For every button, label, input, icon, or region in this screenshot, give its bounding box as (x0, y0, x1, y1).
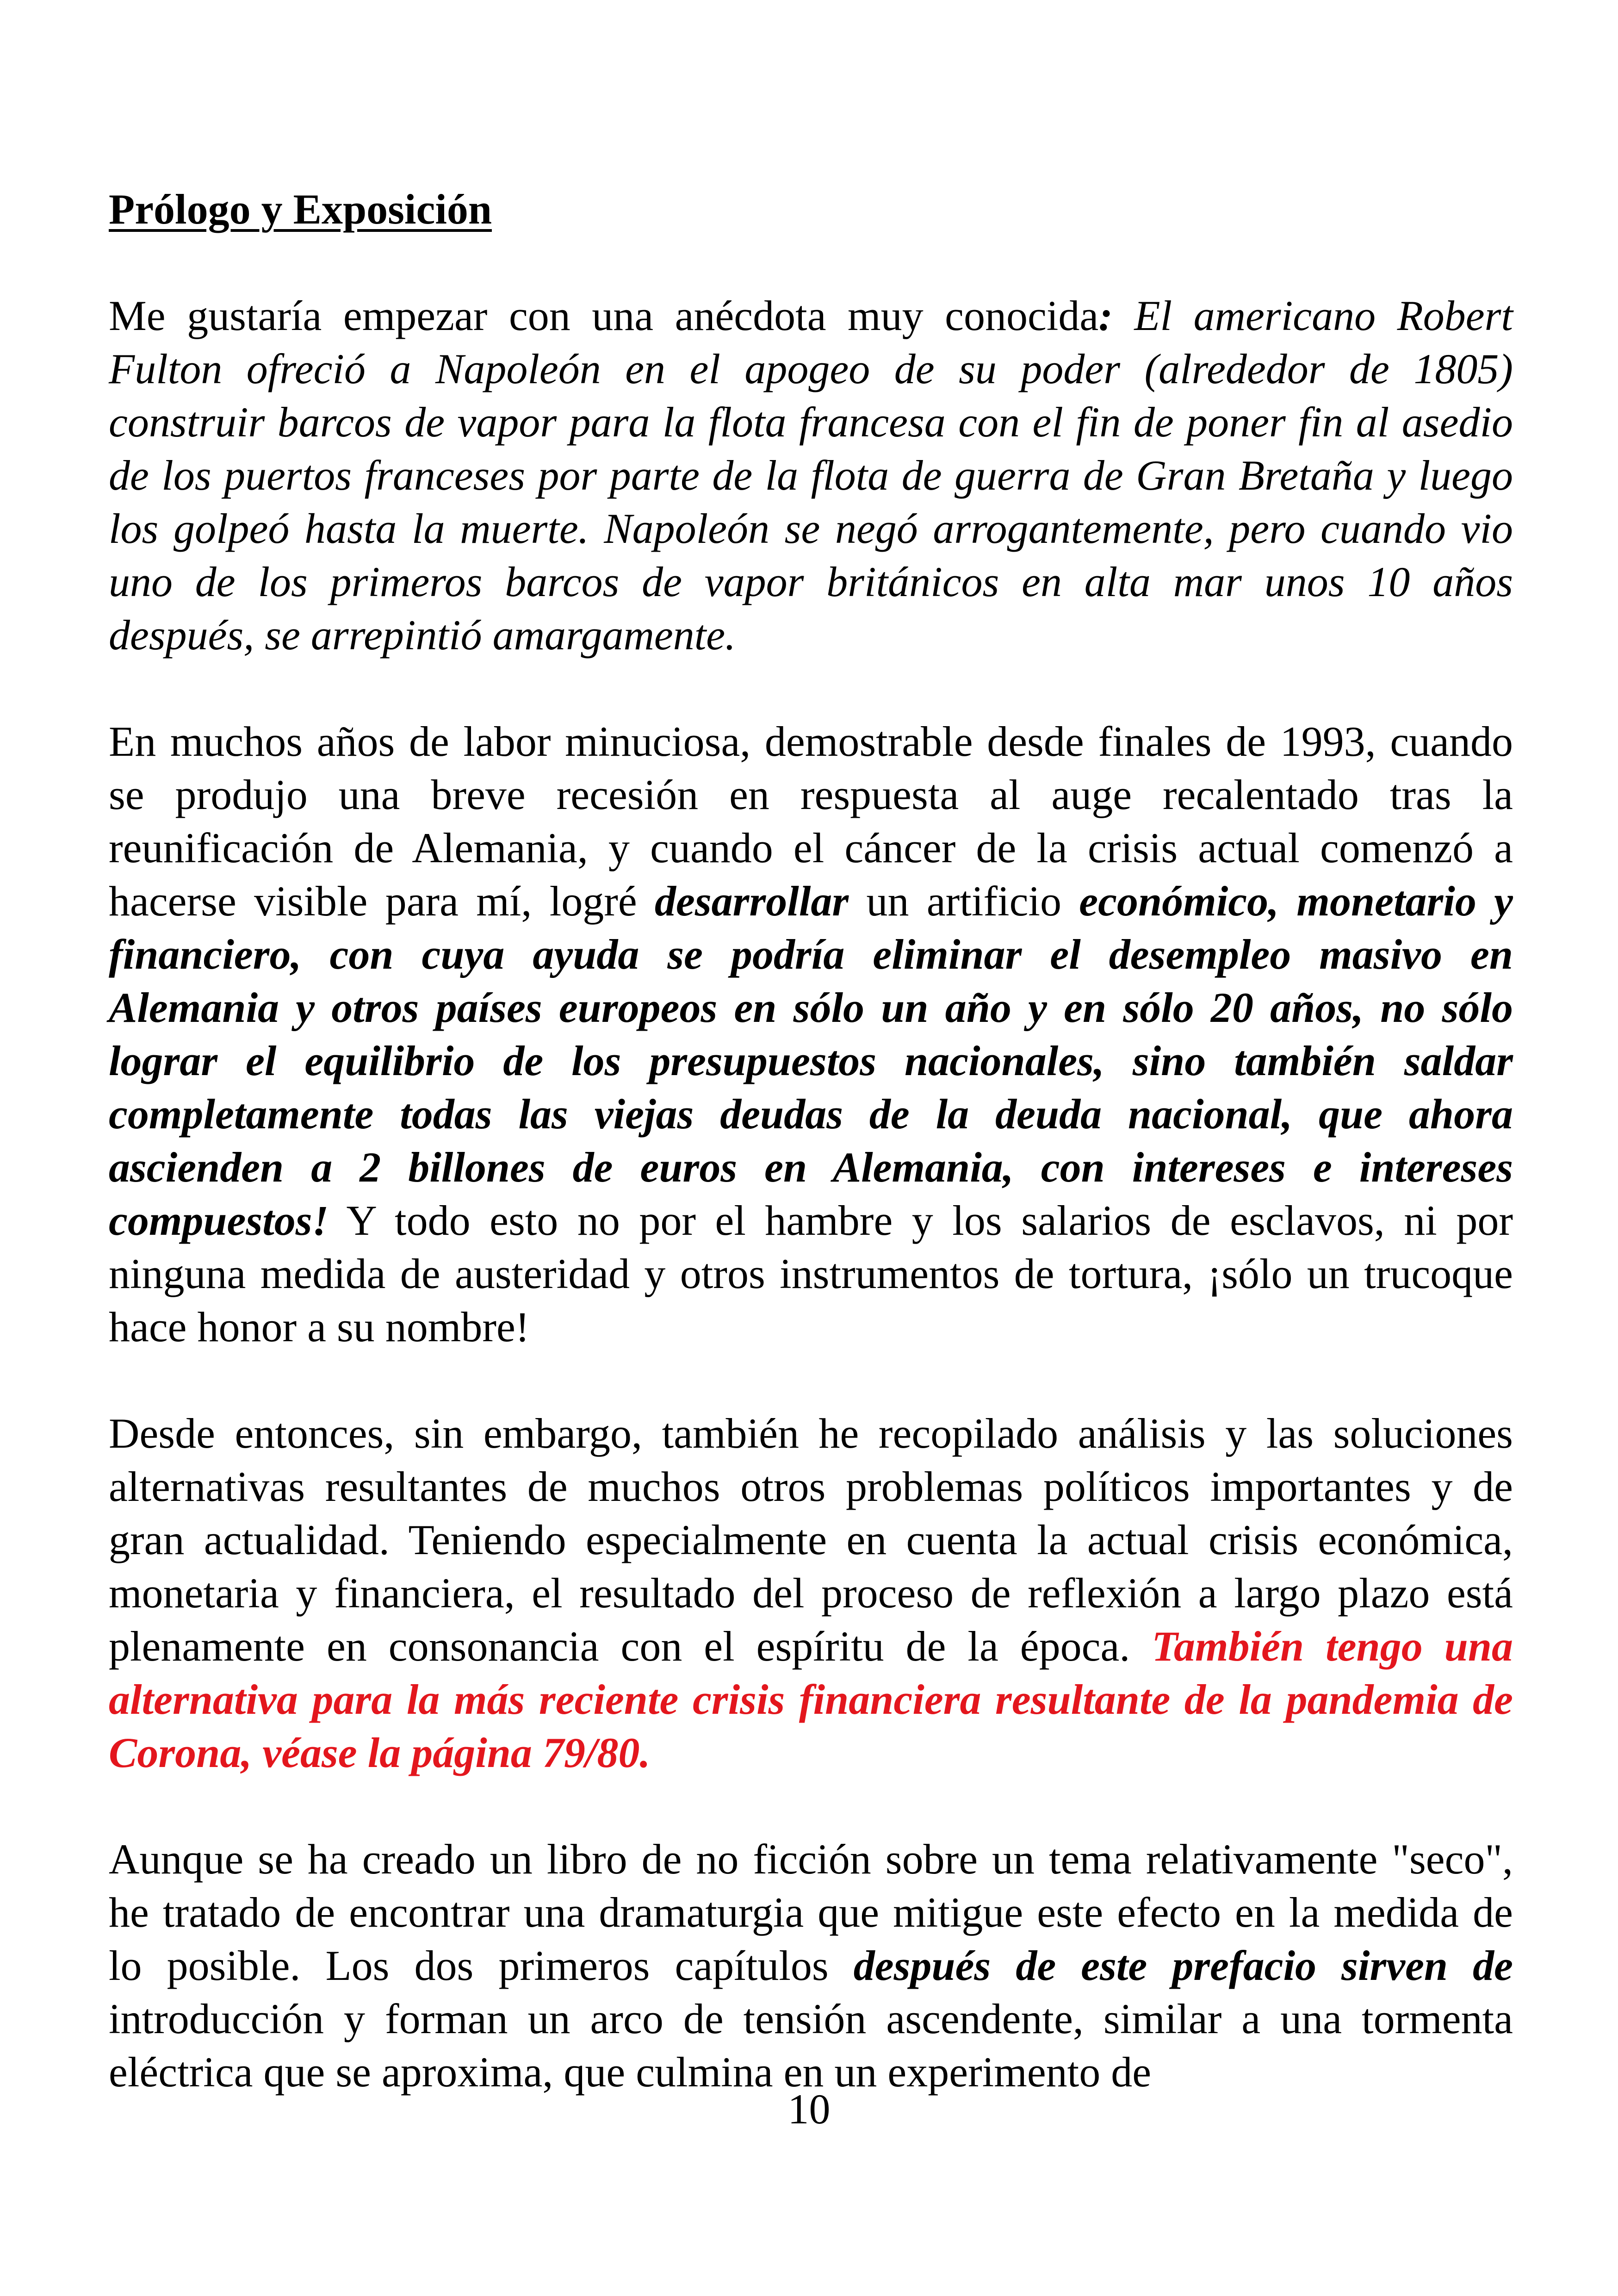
paragraph-alternatives (109, 1407, 1513, 1780)
anecdote-italic: El americano Robert Fulton ofreció a Napoleón en el apogeo de su poder (alrededor de 1805) construir barcos de vapor para la flota francesa con el fin de poner fin al asedio de los puertos franceses por parte de la flota de guerra de Gran Bretaña y luego los golpeó hasta la muerte. Napoleón se negó arrogantemente, pero cuando vio uno de los primeros barcos de vapor británicos en alta mar unos 10 años después, se arrepintió amargamente. (109, 292, 1513, 659)
section-heading: Prólogo y Exposición (109, 186, 492, 233)
paragraph-dramaturgy (109, 1833, 1513, 2099)
dramaturgy-text-2: introducción y forman un arco de tensión ascendente, similar a una tormenta eléctrica que se aproxima, que culmina en un experimento de (109, 1995, 1513, 2096)
paragraph-artifice (109, 715, 1513, 1354)
anecdote-lead: Me gustaría empezar con una anécdota muy conocida (109, 292, 1099, 339)
artifice-text-1: En muchos años de labor minuciosa, demostrable desde finales de 1993, cuando se produjo una breve recesión en respuesta al auge recalentado tras la reunificación de Alemania, y cuando el cáncer de la crisis actual comenzó a hacerse visible para mí, logré (109, 718, 1513, 925)
page-body (109, 183, 1513, 2152)
dramaturgy-emphasis: después de este prefacio sirven de (853, 1942, 1513, 1989)
dramaturgy-text-1: Aunque se ha creado un libro de no ficción sobre un tema relativamente "seco", he tratado de encontrar una dramaturgia que mitigue este efecto en la medida de lo posible. Los dos primeros capítulos (109, 1836, 1513, 1989)
anecdote-colon: : (1098, 292, 1113, 339)
page-number: 10 (787, 2085, 831, 2133)
corona-highlight: También tengo una alternativa para la más reciente crisis financiera resultante de la pandemia de Corona, véase la página 79/80. (109, 1623, 1513, 1776)
artifice-emphasis-1: desarrollar (655, 877, 849, 925)
artifice-text-3: Y todo esto no por el hambre y los salarios de esclavos, ni por ninguna medida de austeridad y otros instrumentos de tortura, ¡sólo un trucoque hace honor a su nombre! (109, 1197, 1513, 1350)
artifice-text-2: un artificio (849, 877, 1079, 925)
paragraph-anecdote (109, 289, 1513, 662)
artifice-emphasis-2: económico, monetario y financiero, con cuya ayuda se podría eliminar el desempleo masivo en Alemania y otros países europeos en sólo un año y en sólo 20 años, no sólo lograr el equilibrio de los presupuestos nacionales, sino también saldar completamente todas las viejas deudas de la deuda nacional, que ahora ascienden a 2 billones de euros en Alemania, con intereses e intereses compuestos! (109, 877, 1513, 1244)
alternatives-text: Desde entonces, sin embargo, también he recopilado análisis y las soluciones alternativas resultantes de muchos otros problemas políticos importantes y de gran actualidad. Teniendo especialmente en cuenta la actual crisis económica, monetaria y financiera, el resultado del proceso de reflexión a largo plazo está plenamente en consonancia con el espíritu de la época. (109, 1410, 1513, 1670)
